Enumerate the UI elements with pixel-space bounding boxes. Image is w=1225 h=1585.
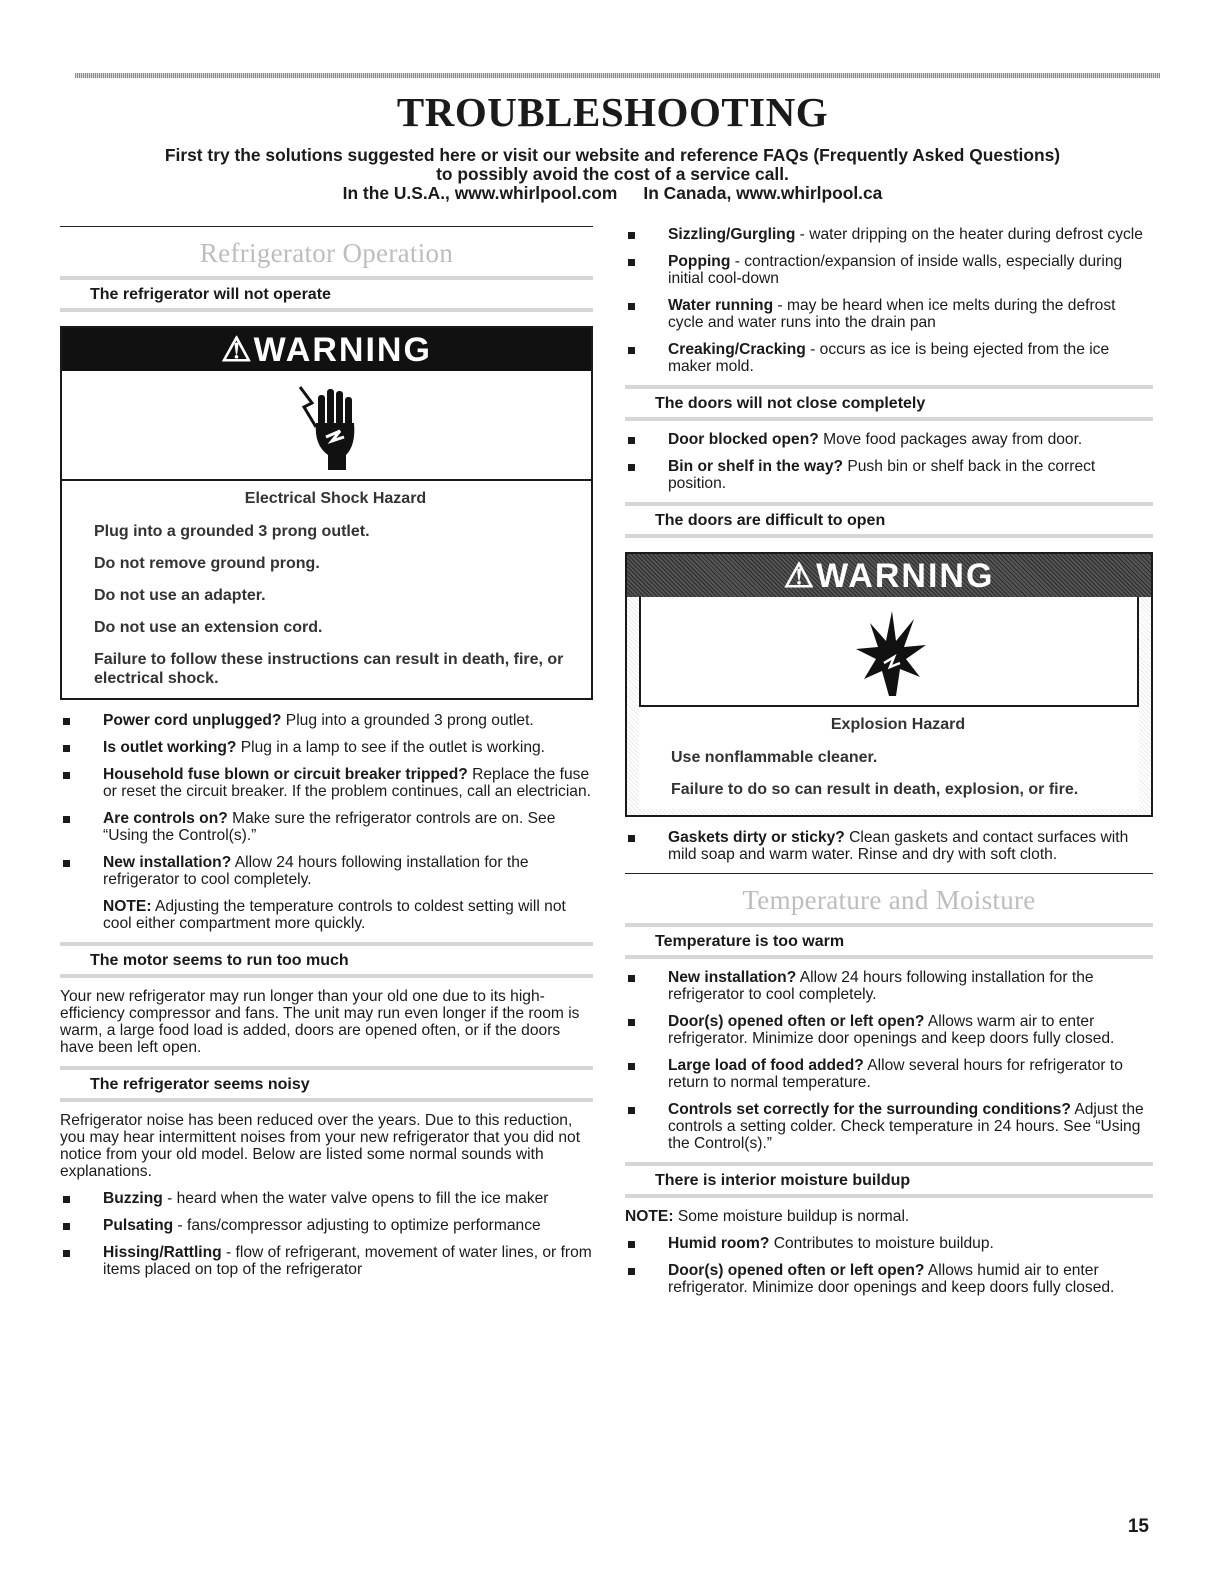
section-rule: [60, 226, 593, 227]
warning-body: [639, 707, 1139, 809]
warning-line: Do not remove ground prong.: [94, 555, 320, 572]
warning-box-electrical: [60, 326, 593, 700]
list-item: [625, 431, 1153, 448]
note: [60, 898, 593, 932]
intro-ca-link[interactable]: In Canada, www.whirlpool.ca: [643, 183, 883, 203]
warning-body: [62, 481, 591, 698]
item-answer: - may be heard when ice melts during the defrost cycle and water runs into the drain pan: [668, 297, 1116, 331]
bullet-list-will-not-operate: [60, 712, 593, 888]
subheading-will-not-operate: The refrigerator will not operate: [60, 276, 593, 312]
warning-line: Use nonflammable cleaner.: [671, 749, 878, 766]
list-item: [625, 297, 1153, 331]
list-item: [60, 1217, 593, 1234]
list-item: [625, 1235, 1153, 1252]
list-item: [625, 1013, 1153, 1047]
list-item: [60, 1190, 593, 1207]
paragraph-motor: Your new refrigerator may run longer than your old one due to its high-efficiency compressor and fans. The unit may run even longer if the room is warm, a large food load is added, doors are opened often, or if the doors have been left open.: [60, 988, 580, 1056]
item-question: Water running: [668, 297, 774, 314]
section-title-refrigerator-operation: Refrigerator Operation: [199, 238, 454, 268]
paragraph-noisy: Refrigerator noise has been reduced over the years. Due to this reduction, you may hear intermittent noises from your new refrigerator that you did not notice from your old model. Below are listed some normal sounds with explanations.: [60, 1112, 581, 1180]
list-item: [625, 341, 1153, 375]
item-answer: Allow several hours for refrigerator to return to normal temperature.: [668, 1057, 1123, 1091]
item-answer: - heard when the water valve opens to fill the ice maker: [162, 1190, 549, 1207]
bullet-list-doors-close: [625, 431, 1153, 492]
item-answer: Make sure the refrigerator controls are on. See “Using the Control(s).”: [103, 810, 556, 844]
item-answer: Allow 24 hours following installation for the refrigerator to cool completely.: [668, 969, 1094, 1003]
item-question: Large load of food added?: [668, 1057, 864, 1074]
warning-line: Failure to follow these instructions can result in death, fire, or electrical shock.: [94, 651, 564, 687]
warning-line: Plug into a grounded 3 prong outlet.: [94, 523, 370, 540]
list-item: [625, 226, 1153, 243]
item-question: Controls set correctly for the surrounding conditions?: [668, 1101, 1071, 1118]
item-answer: Allow 24 hours following installation for the refrigerator to cool completely.: [103, 854, 529, 888]
item-answer: Allows warm air to enter refrigerator. Minimize door openings and keep doors fully closed.: [668, 1013, 1115, 1047]
list-item: [625, 1057, 1153, 1091]
item-question: Are controls on?: [103, 810, 228, 827]
item-question: Is outlet working?: [103, 739, 237, 756]
page-title: TROUBLESHOOTING: [396, 89, 829, 135]
list-item: [625, 969, 1153, 1003]
hazard-name: Electrical Shock Hazard: [244, 490, 427, 507]
note-label: NOTE:: [103, 898, 152, 915]
warning-box-explosion: [625, 552, 1153, 817]
item-answer: Allows humid air to enter refrigerator. Minimize door openings and keep doors fully closed.: [668, 1262, 1115, 1296]
item-answer: - water dripping on the heater during defrost cycle: [795, 226, 1143, 243]
item-question: Pulsating: [103, 1217, 174, 1234]
list-item: [60, 712, 593, 729]
warning-line: Do not use an extension cord.: [94, 619, 323, 636]
bullet-list-too-warm: [625, 969, 1153, 1152]
item-question: Power cord unplugged?: [103, 712, 282, 729]
bullet-list-noises: [60, 1190, 593, 1278]
note: [625, 1208, 1153, 1225]
list-item: [625, 1262, 1153, 1296]
item-question: New installation?: [103, 854, 232, 871]
list-item: [625, 253, 1153, 287]
intro-us-link[interactable]: In the U.S.A., www.whirlpool.com: [342, 183, 618, 203]
item-question: New installation?: [668, 969, 797, 986]
left-column: [60, 226, 593, 1288]
explosion-hazard-icon: [639, 597, 1139, 707]
item-answer: Plug into a grounded 3 prong outlet.: [281, 712, 534, 729]
item-answer: - occurs as ice is being ejected from the ice maker mold.: [668, 341, 1110, 375]
list-item: [60, 739, 593, 756]
subheading-motor-runs: The motor seems to run too much: [60, 942, 593, 978]
item-question: Creaking/Cracking: [668, 341, 806, 358]
note-label: NOTE:: [625, 1208, 674, 1225]
list-item: [60, 854, 593, 888]
item-question: Sizzling/Gurgling: [668, 226, 796, 243]
item-question: Door(s) opened often or left open?: [668, 1262, 925, 1279]
item-question: Humid room?: [668, 1235, 770, 1252]
warning-header: ⚠WARNING: [62, 328, 591, 371]
item-question: Hissing/Rattling: [103, 1244, 222, 1261]
item-question: Popping: [668, 253, 731, 270]
item-answer: - fans/compressor adjusting to optimize performance: [173, 1217, 541, 1234]
bullet-list-noises-continued: [625, 226, 1153, 375]
shock-hazard-icon: [62, 371, 591, 481]
section-title-temperature-moisture: Temperature and Moisture: [742, 885, 1036, 915]
list-item: [60, 810, 593, 844]
item-question: Door blocked open?: [668, 431, 819, 448]
warning-header: ⚠WARNING: [627, 554, 1151, 597]
right-column: [625, 226, 1153, 1306]
intro-line-2: to possibly avoid the cost of a service call.: [436, 164, 789, 184]
subheading-too-warm: Temperature is too warm: [625, 923, 1153, 959]
list-item: [625, 458, 1153, 492]
note-text: Adjusting the temperature controls to coldest setting will not cool either compartment more quickly.: [103, 898, 566, 932]
subheading-doors-difficult: The doors are difficult to open: [625, 502, 1153, 538]
subheading-moisture: There is interior moisture buildup: [625, 1162, 1153, 1198]
list-item: [60, 1244, 593, 1278]
list-item: [60, 766, 593, 800]
item-answer: Plug in a lamp to see if the outlet is working.: [236, 739, 545, 756]
item-question: Door(s) opened often or left open?: [668, 1013, 925, 1030]
item-answer: Clean gaskets and contact surfaces with mild soap and warm water. Rinse and dry with soft cloth.: [668, 829, 1129, 863]
page-number: 15: [1127, 1516, 1149, 1537]
section-rule: [625, 873, 1153, 874]
warning-line: Failure to do so can result in death, explosion, or fire.: [671, 781, 1079, 798]
list-item: [625, 1101, 1153, 1152]
item-answer: Contributes to moisture buildup.: [769, 1235, 994, 1252]
item-answer: - contraction/expansion of inside walls, especially during initial cool-down: [668, 253, 1123, 287]
bullet-list-moisture: [625, 1235, 1153, 1296]
bullet-list-doors-open: [625, 829, 1153, 863]
subheading-noisy: The refrigerator seems noisy: [60, 1066, 593, 1102]
intro-line-1: First try the solutions suggested here or visit our website and reference FAQs (Frequently Asked Questions): [164, 145, 1061, 165]
item-answer: Replace the fuse or reset the circuit breaker. If the problem continues, call an electrician.: [103, 766, 591, 800]
intro-line-3: [0, 184, 1225, 203]
item-answer: Move food packages away from door.: [818, 431, 1083, 448]
hazard-name: Explosion Hazard: [830, 716, 966, 733]
list-item: [625, 829, 1153, 863]
item-question: Household fuse blown or circuit breaker tripped?: [103, 766, 468, 783]
item-answer: Push bin or shelf back in the correct position.: [668, 458, 1096, 492]
intro-text: [0, 146, 1225, 203]
item-question: Buzzing: [103, 1190, 163, 1207]
item-answer: - flow of refrigerant, movement of water lines, or from items placed on top of the refrigerator: [103, 1244, 592, 1278]
subheading-doors-not-close: The doors will not close completely: [625, 385, 1153, 421]
top-divider: [75, 73, 1160, 78]
note-text: Some moisture buildup is normal.: [673, 1208, 910, 1225]
warning-line: Do not use an adapter.: [94, 587, 266, 604]
item-answer: Adjust the controls a setting colder. Check temperature in 24 hours. See “Using the Control(s).”: [668, 1101, 1144, 1152]
item-question: Bin or shelf in the way?: [668, 458, 844, 475]
item-question: Gaskets dirty or sticky?: [668, 829, 845, 846]
